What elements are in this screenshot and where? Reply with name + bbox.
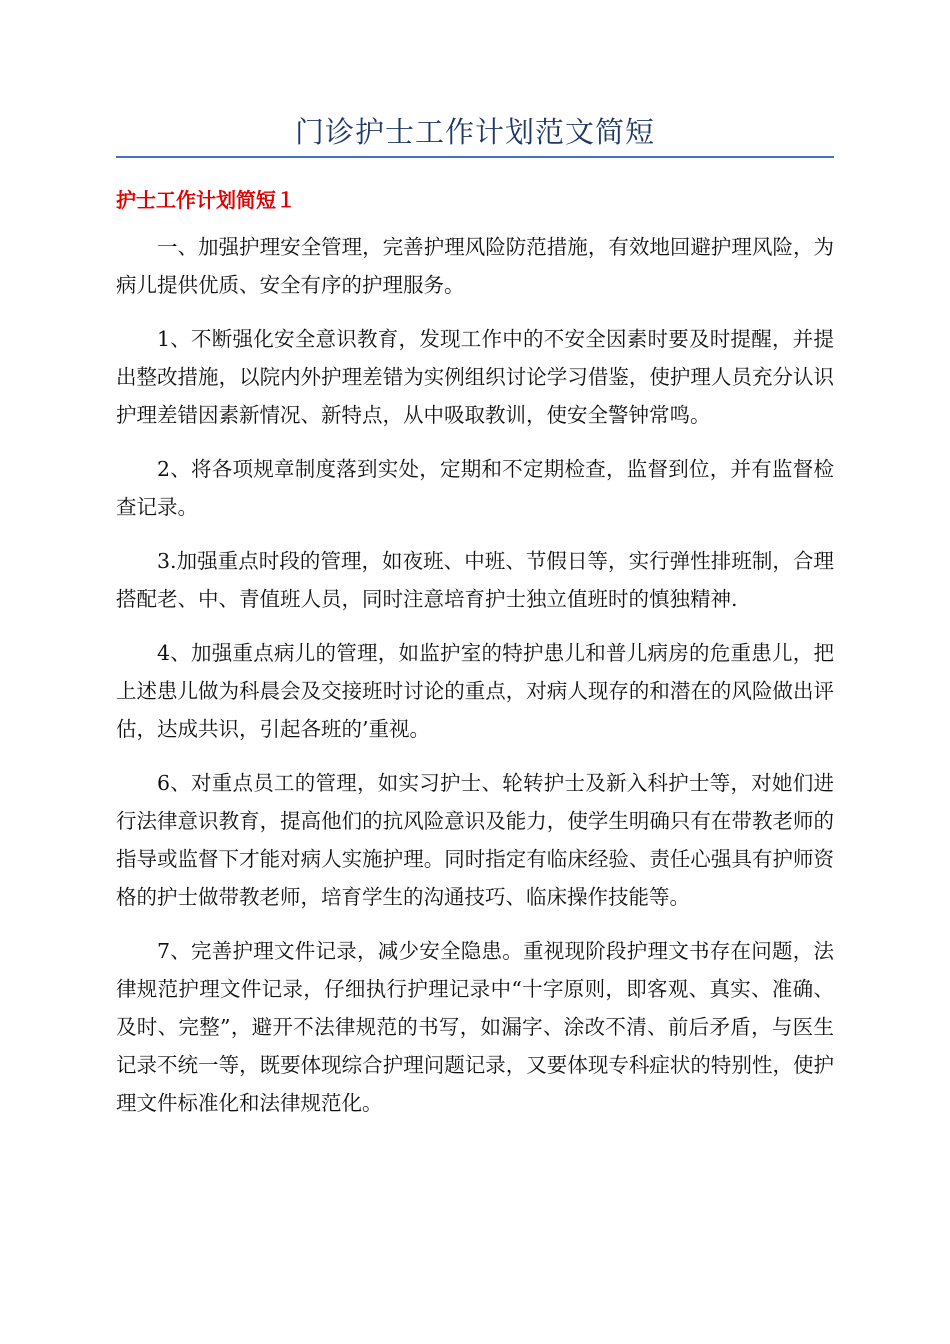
document-page	[116, 112, 834, 1122]
paragraph-4: 3.加强重点时段的管理，如夜班、中班、节假日等，实行弹性排班制，合理搭配老、中、青值班人员，同时注意培育护士独立值班时的慎独精神.	[116, 549, 834, 611]
page-title: 门诊护士工作计划范文简短	[294, 115, 655, 149]
section-heading: 护士工作计划简短１	[116, 188, 296, 212]
paragraph-1: 一、加强护理安全管理，完善护理风险防范措施，有效地回避护理风险，为病儿提供优质、安全有序的护理服务。	[116, 235, 834, 297]
paragraph-5: 4、加强重点病儿的管理，如监护室的特护患儿和普儿病房的危重患儿，把上述患儿做为科晨会及交接班时讨论的重点，对病人现存的和潜在的风险做出评估，达成共识，引起各班的’重视。	[116, 641, 834, 741]
paragraph-2: 1、不断强化安全意识教育，发现工作中的不安全因素时要及时提醒，并提出整改措施，以院内外护理差错为实例组织讨论学习借鉴，使护理人员充分认识护理差错因素新情况、新特点，从中吸取教训，使安全警钟常鸣。	[116, 327, 834, 427]
paragraph-6: 6、对重点员工的管理，如实习护士、轮转护士及新入科护士等，对她们进行法律意识教育，提高他们的抗风险意识及能力，使学生明确只有在带教老师的指导或监督下才能对病人实施护理。同时指定有临床经验、责任心强具有护师资格的护士做带教老师，培育学生的沟通技巧、临床操作技能等。	[116, 771, 834, 909]
title-underline	[116, 156, 834, 158]
paragraph-3: 2、将各项规章制度落到实处，定期和不定期检查，监督到位，并有监督检查记录。	[116, 457, 834, 519]
paragraph-7: 7、完善护理文件记录，减少安全隐患。重视现阶段护理文书存在问题，法律规范护理文件记录，仔细执行护理记录中“十字原则，即客观、真实、准确、及时、完整”，避开不法律规范的书写，如漏字、涂改不清、前后矛盾，与医生记录不统一等，既要体现综合护理问题记录，又要体现专科症状的特别性，使护理文件标准化和法律规范化。	[116, 939, 834, 1115]
